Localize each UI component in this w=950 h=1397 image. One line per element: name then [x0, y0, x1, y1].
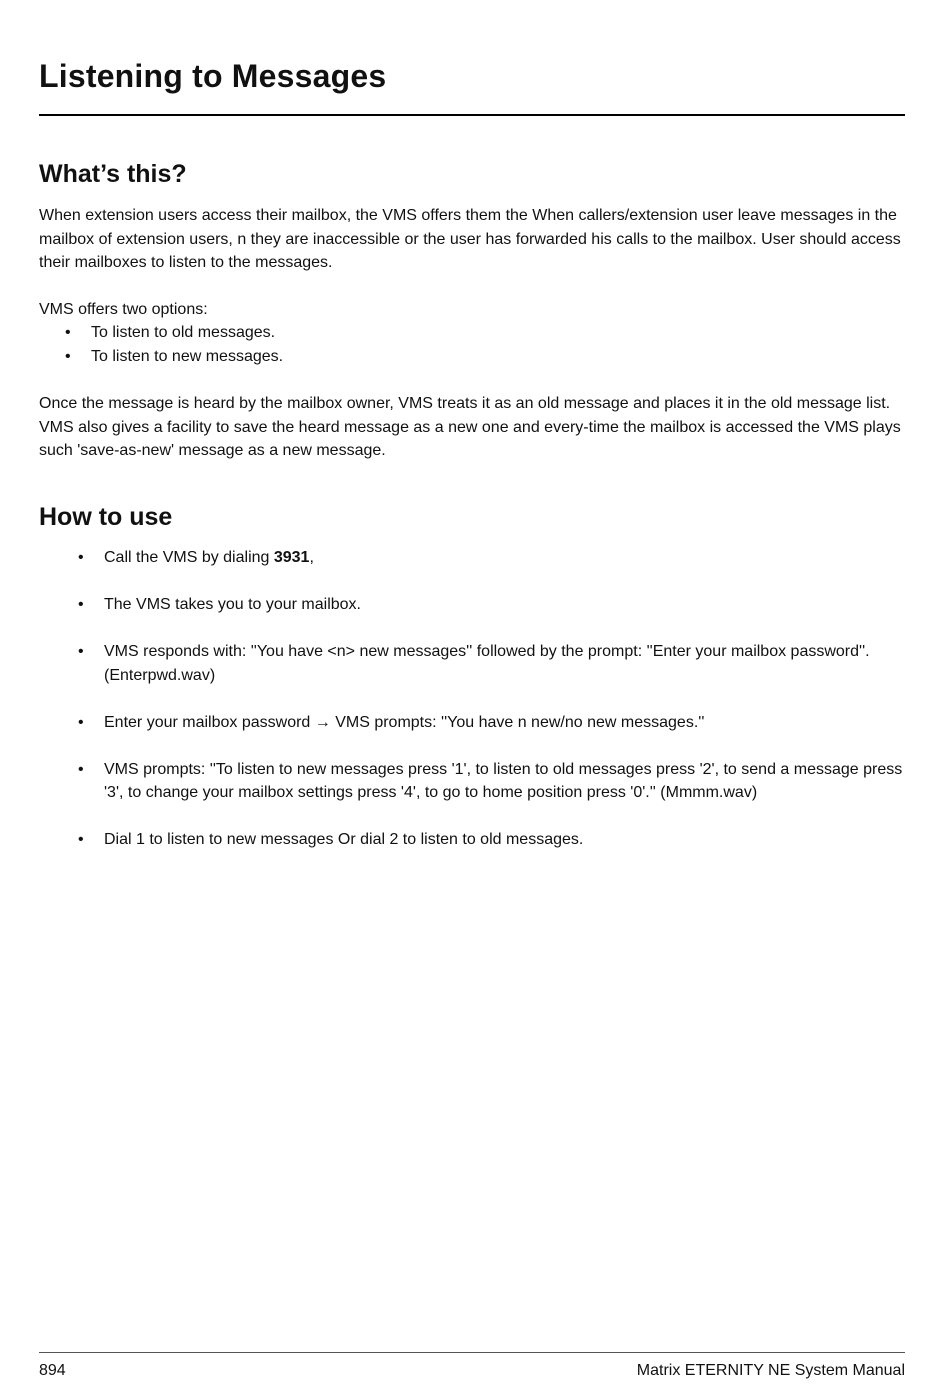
title-divider: [39, 114, 905, 116]
bullet-icon: •: [78, 643, 84, 660]
how-to-use-heading: How to use: [39, 503, 173, 531]
step-2: [39, 593, 911, 617]
arrow-right-icon: →: [314, 713, 331, 731]
options-intro: VMS offers two options:: [39, 301, 208, 318]
bullet-icon: •: [78, 596, 84, 613]
bullet-icon: •: [65, 324, 71, 341]
bullet-icon: •: [78, 831, 84, 848]
option-text: To listen to old messages.: [91, 324, 276, 341]
step-5: [39, 758, 911, 805]
step-text-suffix: VMS prompts: ''You have n new/no new messages.'': [330, 713, 705, 731]
list-item: [39, 345, 911, 369]
step-text: Call the VMS by dialing: [104, 549, 274, 566]
step-4: [39, 711, 911, 735]
step-text-suffix: ,: [309, 549, 314, 566]
step-6: [39, 828, 911, 852]
step-text: VMS responds with: ''You have <n> new messages'' followed by the prompt: ''Enter your mailbox password''. (Enterpwd.wav): [104, 643, 870, 684]
manual-title: Matrix ETERNITY NE System Manual: [636, 1362, 905, 1379]
page-title: Listening to Messages: [39, 58, 387, 94]
step-text: VMS prompts: ''To listen to new messages press '1', to listen to old messages press '2', to send a message press '3', to change your mailbox settings press '4', to go to home position press '0'.'' (Mmmm.wav): [104, 760, 903, 801]
steps-list: [39, 546, 911, 875]
step-3: [39, 640, 911, 687]
footer-divider: [39, 1352, 905, 1353]
dial-code: 3931: [273, 549, 310, 566]
options-list: [39, 321, 911, 368]
step-text: Enter your mailbox password: [104, 713, 315, 731]
intro-paragraph: When extension users access their mailbox, the VMS offers them the When callers/extension user leave messages in the mailbox of extension users, n they are inaccessible or the user has forwarded his calls to the mailbox. User should access their mailboxes to listen to the messages.: [39, 207, 901, 271]
closing-paragraph: Once the message is heard by the mailbox owner, VMS treats it as an old message and places it in the old message list. VMS also gives a facility to save the heard message as a new one and every-time the mailbox is accessed the VMS plays such 'save-as-new' message as a new message.: [39, 395, 901, 459]
list-item: [39, 321, 911, 345]
bullet-icon: •: [65, 347, 71, 365]
whats-this-heading: What’s this?: [39, 160, 187, 188]
bullet-icon: •: [78, 713, 84, 731]
bullet-icon: •: [78, 760, 84, 778]
step-1: [39, 546, 911, 570]
page-number: 894: [39, 1362, 66, 1379]
bullet-icon: •: [78, 549, 84, 566]
option-text: To listen to new messages.: [91, 347, 284, 365]
step-text: The VMS takes you to your mailbox.: [104, 596, 361, 613]
step-text: Dial 1 to listen to new messages Or dial 2 to listen to old messages.: [104, 831, 584, 848]
